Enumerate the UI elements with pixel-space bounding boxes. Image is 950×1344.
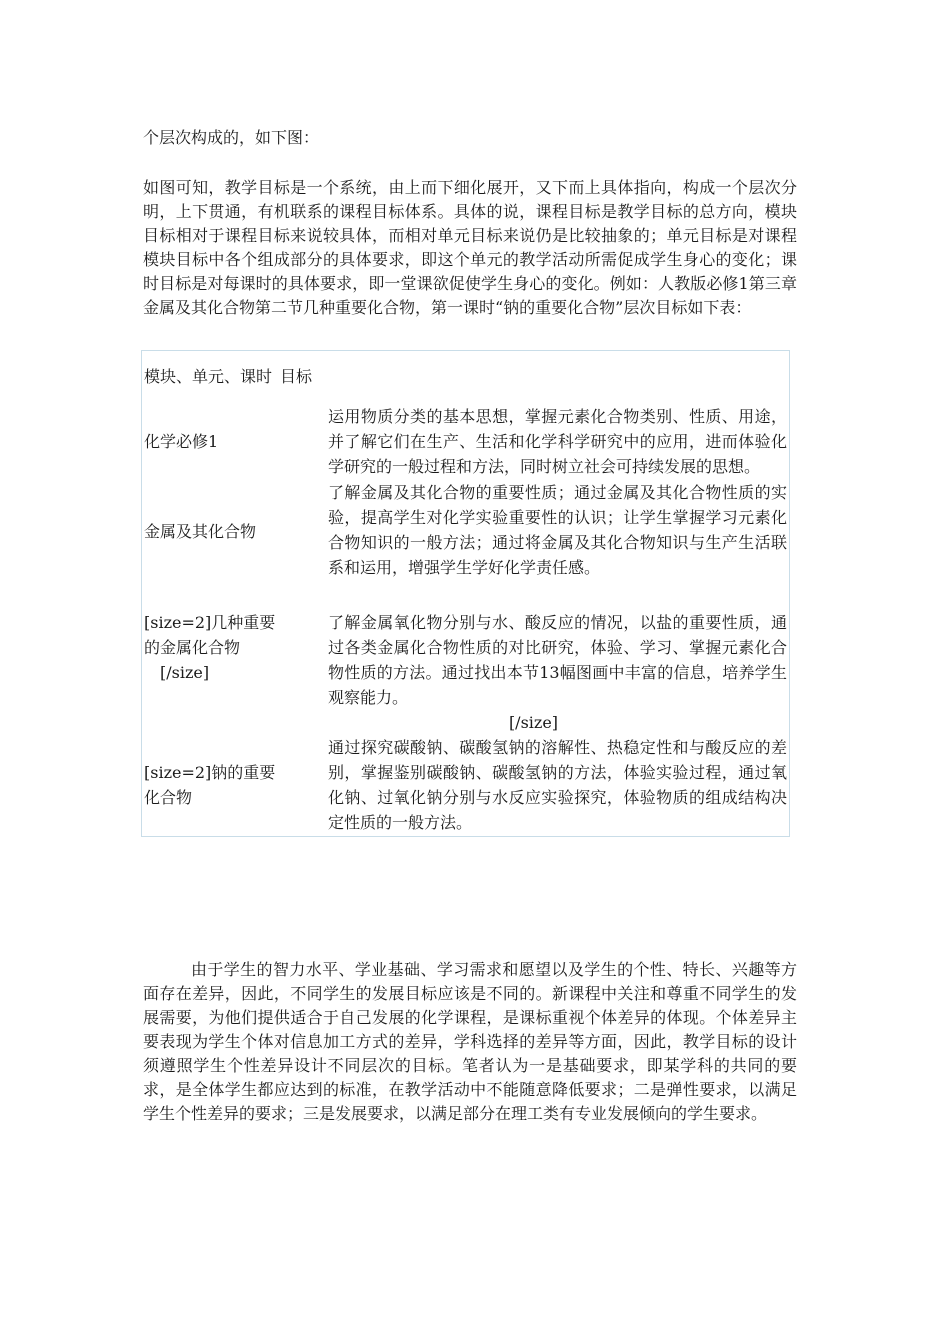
row-goal — [278, 735, 790, 837]
header-goal: 目标 — [280, 367, 313, 387]
row-goal-text: 了解金属氧化物分别与水、酸反应的情况，以盐的重要性质，通过各类金属化合物性质的对比研究，体验、学习、掌握元素化合物性质的方法。通过找出本节13幅图画中丰富的信息，培养学生观察能力。 — [328, 612, 787, 707]
row-level: [size=2]钠的重要化合物 — [144, 763, 276, 808]
intro-line: 个层次构成的，如下图： — [143, 128, 320, 147]
row-goal-tail: [/size] — [508, 712, 559, 732]
table-row — [142, 583, 790, 735]
row-level: 金属及其化合物 — [144, 521, 257, 541]
table-row — [142, 403, 790, 480]
row-goal — [278, 583, 790, 735]
row-level-tail: [/size] — [160, 662, 210, 682]
goals-table — [141, 350, 790, 837]
row-goal — [278, 403, 790, 480]
row-level: 化学必修1 — [144, 431, 219, 451]
hierarchy-paragraph: 如图可知，教学目标是一个系统，由上而下细化展开，又下而上具体指向，构成一个层次分明，上下贯通，有机联系的课程目标体系。具体的说，课程目标是教学目标的总方向，模块目标相对于课程目标来说较具体，而相对单元目标来说仍是比较抽象的；单元目标是对课程模块目标中各个组成部分的具体要求，即这个单元的教学活动所需促成学生身心的变化；课时目标是对每课时的具体要求，即一堂课欲促使学生身心的变化。例如：人教版必修1第三章金属及其化合物第二节几种重要化合物，第一课时“钠的重要化合物”层次目标如下表： — [143, 178, 797, 317]
table-row — [142, 735, 790, 837]
row-level-text: [size=2]几种重要的金属化合物 — [144, 612, 276, 657]
header-level: 模块、单元、课时 — [144, 367, 273, 387]
differentiation-paragraph: 由于学生的智力水平、学业基础、学习需求和愿望以及学生的个性、特长、兴趣等方面存在差异，因此，不同学生的发展目标应该是不同的。新课程中关注和尊重不同学生的发展需要，为他们提供适合于自己发展的化学课程，是课标重视个体差异的体现。个体差异主要表现为学生个体对信息加工方式的差异，学科选择的差异等方面，因此，教学目标的设计须遵照学生个性差异设计不同层次的目标。笔者认为一是基础要求，即某学科的共同的要求，是全体学生都应达到的标准，在教学活动中不能随意降低要求；二是弹性要求，以满足学生个性差异的要求；三是发展要求，以满足部分在理工类有专业发展倾向的学生要求。 — [143, 960, 797, 1123]
row-level — [142, 583, 279, 735]
table-row — [142, 480, 790, 583]
row-goal-text: 运用物质分类的基本思想，掌握元素化合物类别、性质、用途，并了解它们在生产、生活和化学科学研究中的应用，进而体验化学研究的一般过程和方法，同时树立社会可持续发展的思想。 — [328, 406, 787, 476]
table-header-row — [142, 351, 790, 403]
row-goal-text: 通过探究碳酸钠、碳酸氢钠的溶解性、热稳定性和与酸反应的差别，掌握鉴别碳酸钠、碳酸氢钠的方法，体验实验过程，通过氧化钠、过氧化钠分别与水反应实验探究，体验物质的组成结构决定性质的一般方法。 — [328, 738, 787, 833]
row-goal-text: 了解金属及其化合物的重要性质；通过金属及其化合物性质的实验，提高学生对化学实验重要性的认识；让学生掌握学习元素化合物知识的一般方法；通过将金属及其化合物知识与生产生活联系和运用，增强学生学好化学责任感。 — [328, 482, 787, 577]
row-goal — [278, 480, 790, 583]
